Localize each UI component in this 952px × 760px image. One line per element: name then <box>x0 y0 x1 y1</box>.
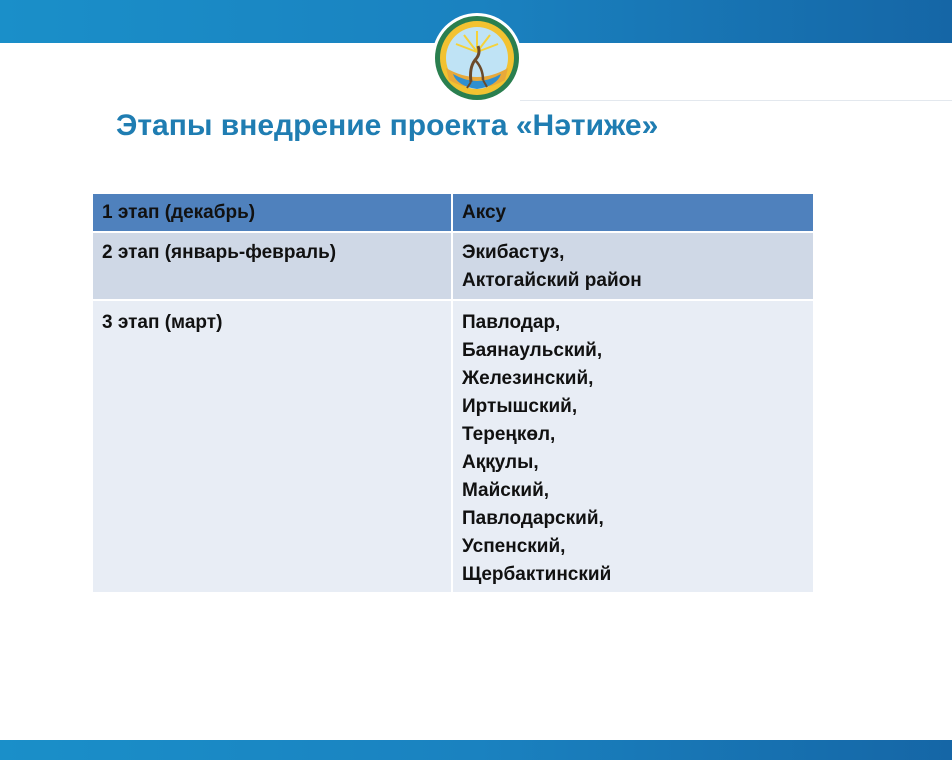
place-name: Тереңкөл, <box>462 424 556 445</box>
table-row <box>93 232 813 300</box>
place-name: Щербактинский <box>462 564 612 585</box>
header-divider <box>520 100 952 101</box>
places-cell <box>452 300 813 592</box>
place-name: Павлодар, <box>462 312 561 333</box>
stages-table <box>93 194 813 592</box>
regional-emblem-icon <box>431 12 523 104</box>
place-name: Майский, <box>462 480 550 501</box>
place-name: Актогайский район <box>462 270 642 291</box>
stage-cell: 2 этап (январь-февраль) <box>93 232 452 300</box>
place-name: Экибастуз, <box>462 242 565 263</box>
places-cell <box>452 194 813 232</box>
bottom-band <box>0 740 952 760</box>
place-name: Успенский, <box>462 536 566 557</box>
place-name: Аққулы, <box>462 452 539 473</box>
table-row <box>93 300 813 592</box>
place-name: Железинский, <box>462 368 594 389</box>
stage-cell: 1 этап (декабрь) <box>93 194 452 232</box>
place-name: Иртышский, <box>462 396 578 417</box>
table-row <box>93 194 813 232</box>
stage-cell: 3 этап (март) <box>93 300 452 592</box>
places-cell <box>452 232 813 300</box>
place-name: Баянаульский, <box>462 340 603 361</box>
page-title: Этапы внедрение проекта «Нәтиже» <box>116 109 659 142</box>
place-name: Павлодарский, <box>462 508 604 529</box>
place-name: Аксу <box>462 202 507 223</box>
